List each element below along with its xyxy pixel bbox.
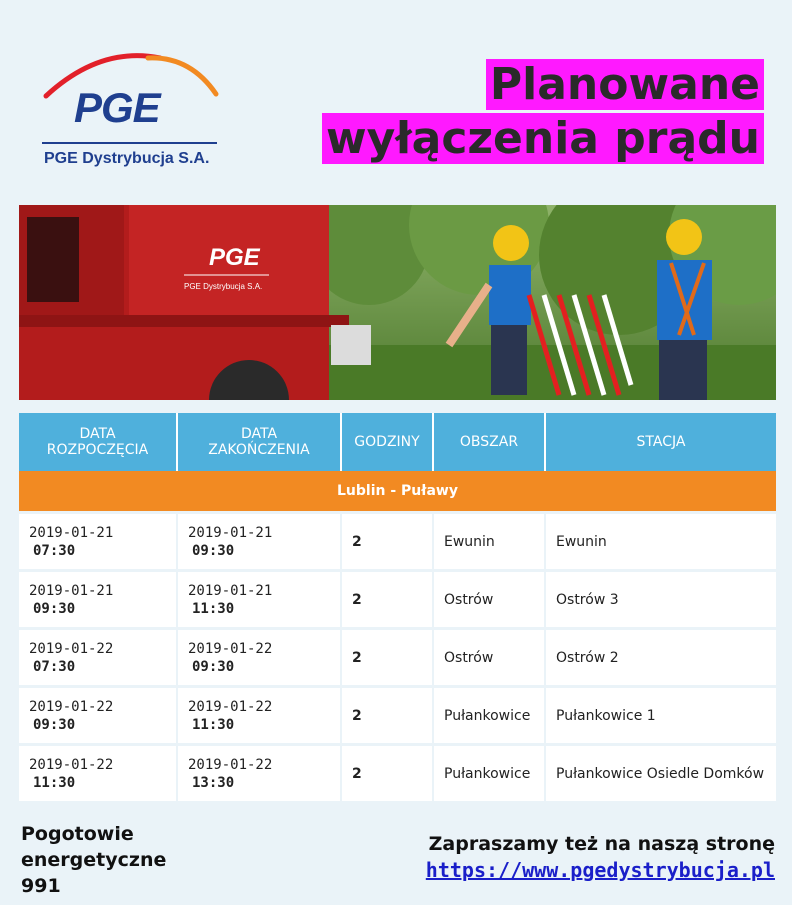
- end-cell: 2019-01-22 09:30: [177, 629, 341, 687]
- table-row: [19, 687, 776, 745]
- area-cell: Ostrów: [433, 629, 545, 687]
- emergency-line2: energetyczne: [21, 849, 167, 871]
- hours-cell: 2: [341, 571, 433, 629]
- station-cell: Ewunin: [545, 513, 776, 571]
- end-cell: 2019-01-21 11:30: [177, 571, 341, 629]
- region-row: [19, 471, 776, 513]
- header-station: STACJA: [545, 413, 776, 471]
- emergency-line1: Pogotowie: [21, 823, 134, 845]
- header-end-date: DATA ZAKOŃCZENIA: [177, 413, 341, 471]
- emergency-number: 991: [21, 875, 61, 897]
- logo-brand: PGE: [74, 84, 160, 131]
- end-cell: 2019-01-22 13:30: [177, 745, 341, 803]
- area-cell: Pułankowice: [433, 745, 545, 803]
- end-cell: 2019-01-22 11:30: [177, 687, 341, 745]
- outage-table: [19, 413, 776, 804]
- invite-text: Zapraszamy też na naszą stronę: [428, 833, 775, 855]
- station-cell: Ostrów 3: [545, 571, 776, 629]
- table-row: [19, 571, 776, 629]
- title-line1: Planowane: [486, 59, 764, 110]
- logo-company-name: PGE Dystrybucja S.A.: [44, 150, 210, 167]
- station-cell: Ostrów 2: [545, 629, 776, 687]
- website-link[interactable]: https://www.pgedystrybucja.pl: [425, 858, 775, 882]
- station-cell: Pułankowice 1: [545, 687, 776, 745]
- truck-logo: PGE: [209, 244, 260, 271]
- end-cell: 2019-01-21 09:30: [177, 513, 341, 571]
- start-cell: 2019-01-22 11:30: [19, 745, 177, 803]
- hours-cell: 2: [341, 629, 433, 687]
- header-area: OBSZAR: [433, 413, 545, 471]
- emergency-info: [21, 821, 166, 899]
- area-cell: Ostrów: [433, 571, 545, 629]
- table-header-row: [19, 413, 776, 471]
- area-cell: Pułankowice: [433, 687, 545, 745]
- hours-cell: 2: [341, 687, 433, 745]
- website-invite: [426, 831, 775, 884]
- banner-photo: [19, 205, 776, 400]
- page-title: [314, 58, 764, 166]
- region-label: Lublin - Puławy: [19, 471, 776, 513]
- station-cell: Pułankowice Osiedle Domków: [545, 745, 776, 803]
- hours-cell: 2: [341, 745, 433, 803]
- pge-logo: [40, 50, 230, 175]
- area-cell: Ewunin: [433, 513, 545, 571]
- start-cell: 2019-01-21 09:30: [19, 571, 177, 629]
- truck-company: PGE Dystrybucja S.A.: [184, 282, 263, 291]
- header-start-date: DATA ROZPOCZĘCIA: [19, 413, 177, 471]
- hours-cell: 2: [341, 513, 433, 571]
- logo-divider: [42, 142, 217, 144]
- start-cell: 2019-01-22 09:30: [19, 687, 177, 745]
- start-cell: 2019-01-21 07:30: [19, 513, 177, 571]
- start-cell: 2019-01-22 07:30: [19, 629, 177, 687]
- table-row: [19, 745, 776, 803]
- table-row: [19, 629, 776, 687]
- header-hours: GODZINY: [341, 413, 433, 471]
- title-line2: wyłączenia prądu: [322, 113, 764, 164]
- table-row: [19, 513, 776, 571]
